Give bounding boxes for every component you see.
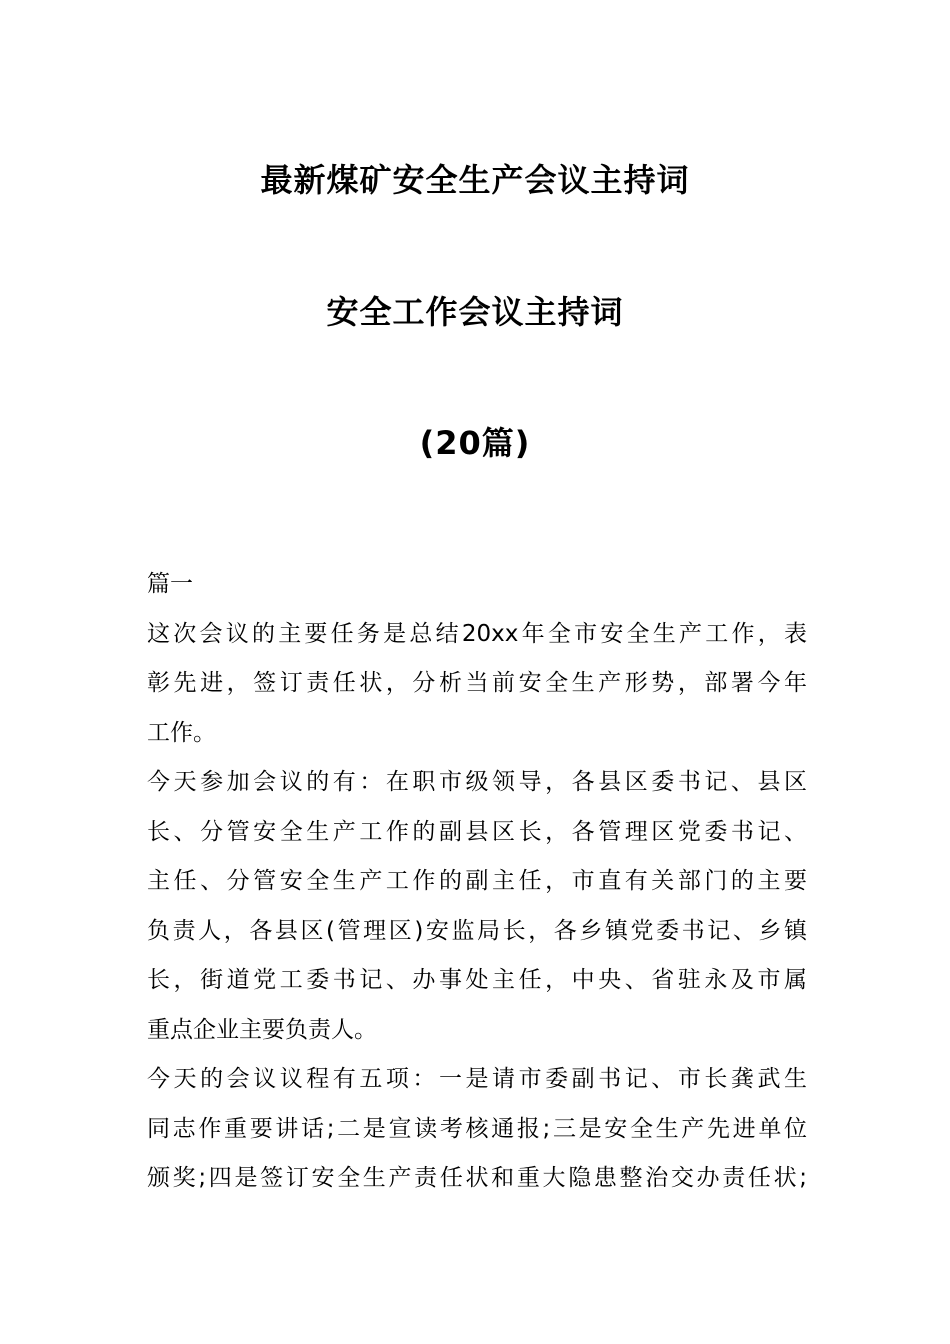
paragraph-2-line-3: 主任、分管安全生产工作的副主任，市直有关部门的主要: [147, 868, 807, 894]
document-count: (20篇): [419, 424, 531, 462]
paragraph-2-line-5: 长，街道党工委书记、办事处主任，中央、省驻永及市属: [147, 967, 807, 993]
paragraph-2-line-2: 长、分管安全生产工作的副县区长，各管理区党委书记、: [147, 818, 807, 845]
document-body: [147, 560, 807, 1204]
paragraph-3-line-2: 同志作重要讲话;二是宣读考核通报;三是安全生产先进单位: [147, 1115, 807, 1142]
paragraph-2-line-6: 重点企业主要负责人。: [147, 1016, 377, 1043]
document-title: 最新煤矿安全生产会议主持词: [260, 161, 690, 199]
paragraph-3-line-3: 颁奖;四是签订安全生产责任状和重大隐患整治交办责任状;: [147, 1165, 807, 1191]
paragraph-3-line-1: 今天的会议议程有五项：一是请市委副书记、市长龚武生: [147, 1066, 807, 1092]
document-subtitle: 安全工作会议主持词: [326, 293, 624, 331]
section-heading: 篇一: [147, 571, 193, 597]
paragraph-1-line-1: 这次会议的主要任务是总结20xx年全市安全生产工作，表: [147, 620, 807, 647]
paragraph-2-line-1: 今天参加会议的有：在职市级领导，各县区委书记、县区: [147, 769, 807, 795]
paragraph-1-line-2: 彰先进，签订责任状，分析当前安全生产形势，部署今年: [147, 670, 807, 696]
paragraph-1-line-3: 工作。: [147, 719, 216, 746]
paragraph-2-line-4: 负责人，各县区(管理区)安监局长，各乡镇党委书记、乡镇: [147, 917, 807, 944]
